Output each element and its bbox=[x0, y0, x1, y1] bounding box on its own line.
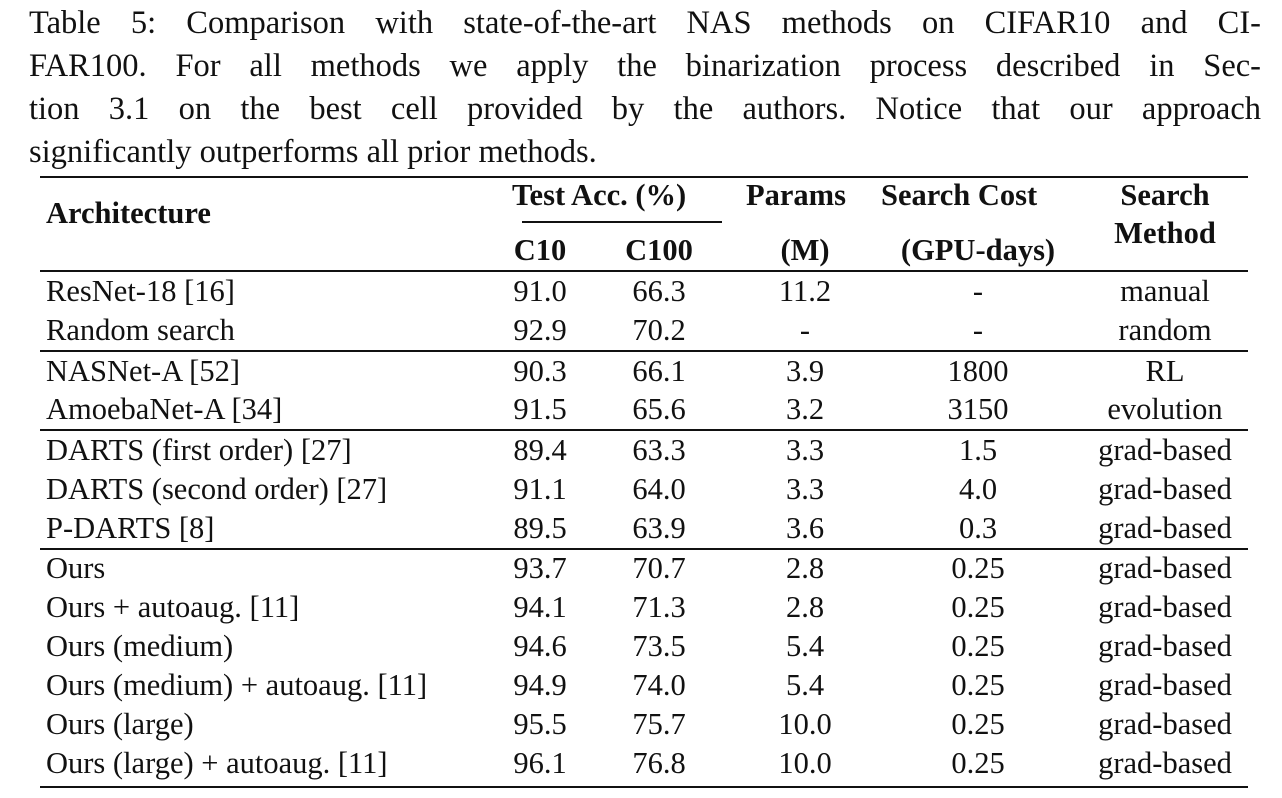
cell-search-cost: 1800 bbox=[947, 354, 1009, 388]
cell-c10: 94.6 bbox=[513, 629, 567, 663]
cell-c100: 76.8 bbox=[632, 746, 686, 780]
cell-architecture: Ours + autoaug. [11] bbox=[46, 590, 300, 624]
cell-c100: 63.9 bbox=[632, 511, 686, 545]
cell-search-method: grad-based bbox=[1098, 551, 1232, 585]
cell-search-method: manual bbox=[1120, 274, 1210, 308]
cell-params: 5.4 bbox=[785, 668, 825, 702]
cell-search-cost: 0.25 bbox=[951, 629, 1005, 663]
cell-c10: 92.9 bbox=[513, 313, 567, 347]
cell-search-cost: 0.25 bbox=[951, 551, 1005, 585]
cell-params: 2.8 bbox=[785, 590, 825, 624]
cell-search-method: RL bbox=[1145, 354, 1185, 388]
test-acc-underline bbox=[522, 221, 722, 223]
cell-c10: 89.5 bbox=[513, 511, 567, 545]
cell-params: 3.2 bbox=[785, 392, 825, 426]
cell-c100: 75.7 bbox=[632, 707, 686, 741]
cell-search-method: random bbox=[1118, 313, 1212, 347]
header-method: Method bbox=[1114, 216, 1216, 250]
cell-search-cost: - bbox=[972, 313, 984, 347]
cell-search-method: grad-based bbox=[1098, 472, 1232, 506]
cell-search-cost: 0.25 bbox=[951, 668, 1005, 702]
cell-c10: 93.7 bbox=[513, 551, 567, 585]
cell-search-method: evolution bbox=[1107, 392, 1223, 426]
cell-search-cost: 0.25 bbox=[951, 590, 1005, 624]
cell-params: 3.3 bbox=[785, 433, 825, 467]
cell-params: 5.4 bbox=[785, 629, 825, 663]
cell-c10: 96.1 bbox=[513, 746, 567, 780]
cell-c10: 89.4 bbox=[513, 433, 567, 467]
cell-architecture: DARTS (first order) [27] bbox=[46, 433, 352, 467]
cell-architecture: Ours (medium) + autoaug. [11] bbox=[46, 668, 428, 702]
cell-architecture: Ours bbox=[46, 551, 106, 585]
header-test-acc: Test Acc. (%) bbox=[512, 178, 687, 212]
cell-search-cost: 0.3 bbox=[958, 511, 998, 545]
cell-c10: 95.5 bbox=[513, 707, 567, 741]
header-cost-unit: (GPU-days) bbox=[900, 233, 1056, 267]
cell-c100: 66.1 bbox=[632, 354, 686, 388]
cell-c100: 63.3 bbox=[632, 433, 686, 467]
header-search-cost: Search Cost bbox=[881, 178, 1038, 212]
caption-line: Table 5: Comparison with state-of-the-art NAS methods on CIFAR10 and CI- bbox=[29, 5, 1261, 41]
cell-c100: 65.6 bbox=[632, 392, 686, 426]
caption-line: FAR100. For all methods we apply the binarization process described in Sec- bbox=[29, 48, 1261, 84]
cell-c10: 91.0 bbox=[513, 274, 567, 308]
header-params-unit: (M) bbox=[780, 233, 830, 267]
cell-params: 2.8 bbox=[785, 551, 825, 585]
cell-search-cost: 0.25 bbox=[951, 746, 1005, 780]
cell-architecture: DARTS (second order) [27] bbox=[46, 472, 388, 506]
header-params: Params bbox=[746, 178, 846, 212]
cell-architecture: Ours (medium) bbox=[46, 629, 234, 663]
cell-search-cost: 4.0 bbox=[958, 472, 998, 506]
cell-architecture: ResNet-18 [16] bbox=[46, 274, 235, 308]
cell-c100: 70.7 bbox=[632, 551, 686, 585]
cell-search-method: grad-based bbox=[1098, 746, 1232, 780]
cell-c10: 91.1 bbox=[513, 472, 567, 506]
cell-architecture: AmoebaNet-A [34] bbox=[46, 392, 283, 426]
header-c100: C100 bbox=[625, 233, 693, 267]
cell-search-method: grad-based bbox=[1098, 433, 1232, 467]
cell-architecture: Ours (large) + autoaug. [11] bbox=[46, 746, 388, 780]
cell-architecture: P-DARTS [8] bbox=[46, 511, 215, 545]
cell-search-method: grad-based bbox=[1098, 590, 1232, 624]
cell-search-cost: - bbox=[972, 274, 984, 308]
cell-c10: 91.5 bbox=[513, 392, 567, 426]
cell-params: 10.0 bbox=[778, 707, 832, 741]
cell-c10: 90.3 bbox=[513, 354, 567, 388]
cell-search-cost: 0.25 bbox=[951, 707, 1005, 741]
header-c10: C10 bbox=[513, 233, 567, 267]
cell-architecture: Random search bbox=[46, 313, 235, 347]
cell-search-method: grad-based bbox=[1098, 707, 1232, 741]
cell-search-method: grad-based bbox=[1098, 629, 1232, 663]
header-search: Search bbox=[1120, 178, 1210, 212]
caption-line: tion 3.1 on the best cell provided by the authors. Notice that our approach bbox=[29, 91, 1261, 127]
cell-params: 11.2 bbox=[778, 274, 832, 308]
comparison-table bbox=[40, 176, 1248, 788]
cell-search-method: grad-based bbox=[1098, 668, 1232, 702]
cell-params: 10.0 bbox=[778, 746, 832, 780]
cell-c100: 73.5 bbox=[632, 629, 686, 663]
cell-params: - bbox=[799, 313, 811, 347]
cell-c100: 71.3 bbox=[632, 590, 686, 624]
table-caption bbox=[29, 2, 1261, 174]
caption-line: significantly outperforms all prior methods. bbox=[29, 134, 597, 170]
bottom-rule bbox=[40, 786, 1248, 788]
cell-params: 3.3 bbox=[785, 472, 825, 506]
cell-search-method: grad-based bbox=[1098, 511, 1232, 545]
cell-search-cost: 3150 bbox=[947, 392, 1009, 426]
cell-c100: 66.3 bbox=[632, 274, 686, 308]
cell-architecture: NASNet-A [52] bbox=[46, 354, 240, 388]
cell-architecture: Ours (large) bbox=[46, 707, 194, 741]
cell-c100: 64.0 bbox=[632, 472, 686, 506]
cell-c100: 70.2 bbox=[632, 313, 686, 347]
header-architecture: Architecture bbox=[46, 196, 211, 230]
cell-c100: 74.0 bbox=[632, 668, 686, 702]
cell-c10: 94.1 bbox=[513, 590, 567, 624]
cell-search-cost: 1.5 bbox=[958, 433, 998, 467]
cell-params: 3.9 bbox=[785, 354, 825, 388]
cell-params: 3.6 bbox=[785, 511, 825, 545]
cell-c10: 94.9 bbox=[513, 668, 567, 702]
